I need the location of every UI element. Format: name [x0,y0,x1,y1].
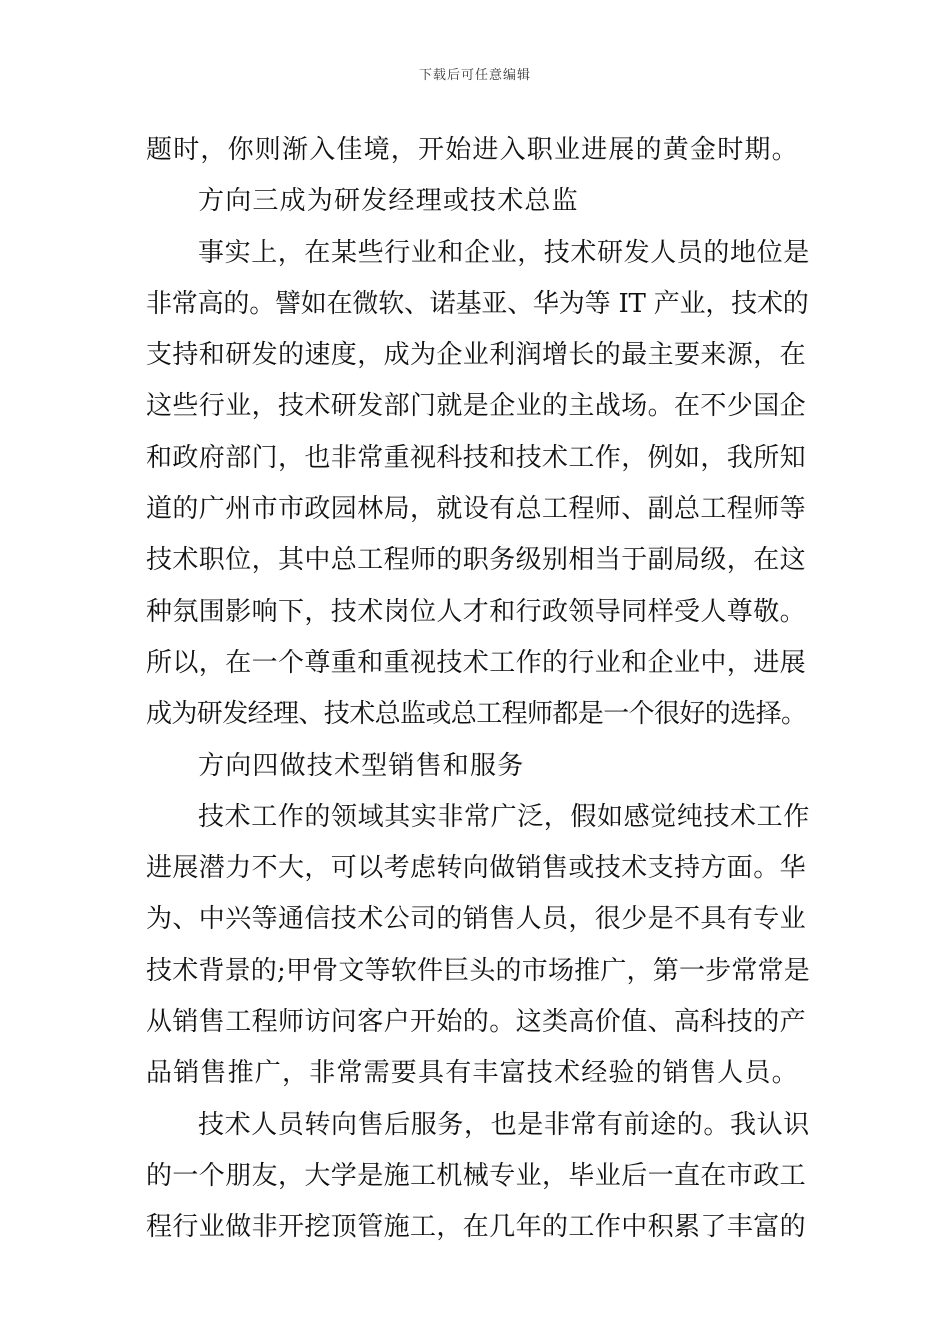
text-line: 技术背景的;甲骨文等软件巨头的市场推广，第一步常常是 [146,955,810,986]
text-line: 事实上，在某些行业和企业，技术研发人员的地位是 [198,237,810,268]
text-line: 支持和研发的速度，成为企业利润增长的最主要来源，在 [146,340,807,371]
page-header: 下载后可任意编辑 [418,68,531,83]
text-line: 为、中兴等通信技术公司的销售人员，很少是不具有专业 [146,904,807,935]
text-line: 这些行业，技术研发部门就是企业的主战场。在不少国企 [146,391,807,422]
text-line: 和政府部门，也非常重视科技和技术工作，例如，我所知 [146,442,807,473]
text-line: 进展潜力不大，可以考虑转向做销售或技术支持方面。华 [146,853,807,884]
text-line: 品销售推广，非常需要具有丰富技术经验的销售人员。 [146,1058,799,1089]
text-line: 非常高的。譬如在微软、诺基亚、华为等 IT 产业，技术的 [146,288,809,319]
text-line: 技术职位，其中总工程师的职务级别相当于副局级，在这 [146,545,807,576]
section-heading: 方向四做技术型销售和服务 [198,750,525,781]
text-line: 的一个朋友，大学是施工机械专业，毕业后一直在市政工 [146,1160,807,1191]
text-line: 程行业做非开挖顶管施工，在几年的工作中积累了丰富的 [146,1212,807,1243]
text-line: 技术人员转向售后服务，也是非常有前途的。我认识 [198,1109,810,1140]
text-line: 成为研发经理、技术总监或总工程师都是一个很好的选择。 [146,699,807,730]
text-line: 所以，在一个尊重和重视技术工作的行业和企业中，进展 [146,647,807,678]
document-body [146,125,810,1254]
text-line: 种氛围影响下，技术岗位人才和行政领导同样受人尊敬。 [146,596,807,627]
text-line: 题时，你则渐入佳境，开始进入职业进展的黄金时期。 [146,135,799,165]
text-line: 道的广州市市政园林局，就设有总工程师、副总工程师等 [146,494,807,525]
text-line: 技术工作的领域其实非常广泛，假如感觉纯技术工作 [198,801,810,832]
text-line: 从销售工程师访问客户开始的。这类高价值、高科技的产 [146,1007,807,1038]
section-heading: 方向三成为研发经理或技术总监 [198,186,579,217]
